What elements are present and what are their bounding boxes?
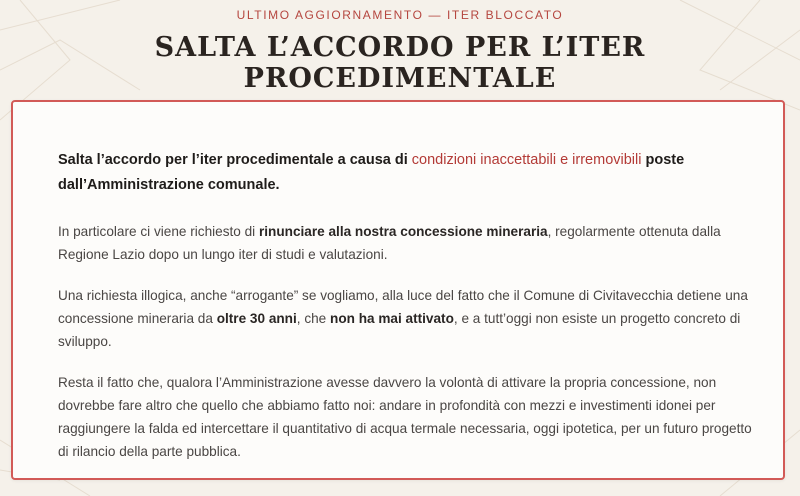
p2-bold-2: non ha mai attivato <box>330 311 454 326</box>
p2-text-2: , che <box>296 311 331 326</box>
article-card <box>11 100 785 480</box>
p2-text-3: , e a tutt’oggi non esiste un progetto concreto di sviluppo. <box>58 311 741 349</box>
paragraph-concession-request <box>58 220 758 266</box>
lead-paragraph <box>58 148 758 198</box>
update-label: ULTIMO AGGIORNAMENTO — ITER BLOCCATO <box>236 8 564 22</box>
lead-text-before: Salta l’accordo per l’iter procedimentale a causa di <box>58 152 412 168</box>
paragraph-illogical-request <box>58 284 758 353</box>
lead-highlight: condizioni inaccettabili e irremovibili <box>411 152 642 168</box>
p1-text-1: In particolare ci viene richiesto di <box>58 224 259 239</box>
p1-bold-1: rinunciare alla nostra concessione mineraria <box>258 224 548 239</box>
p2-bold-1: oltre 30 anni <box>216 311 297 326</box>
lead-text-after: poste dall’Amministrazione comunale. <box>58 152 685 193</box>
page-title: SALTA L’ACCORDO PER L’ITER PROCEDIMENTALE <box>154 32 646 94</box>
paragraph-conclusion: Resta il fatto che, qualora l’Amministrazione avesse davvero la volontà di attivare la propria concessione, non dovrebbe fare altro che quello che abbiamo fatto noi: andare in profondità con mezzi e investimenti idonei per raggiungere la falda ed intercettare il quantitativo di acqua termale necessaria, oggi ipotetica, per un futuro progetto di rilancio della parte pubblica. <box>58 375 752 459</box>
p2-text-1: Una richiesta illogica, anche “arrogante” se vogliamo, alla luce del fatto che il Comune di Civitavecchia detiene una concessione mineraria da <box>58 288 748 326</box>
p1-text-2: , regolarmente ottenuta dalla Regione Lazio dopo un lungo iter di studi e valutazioni. <box>58 224 721 262</box>
article-body <box>58 148 758 481</box>
